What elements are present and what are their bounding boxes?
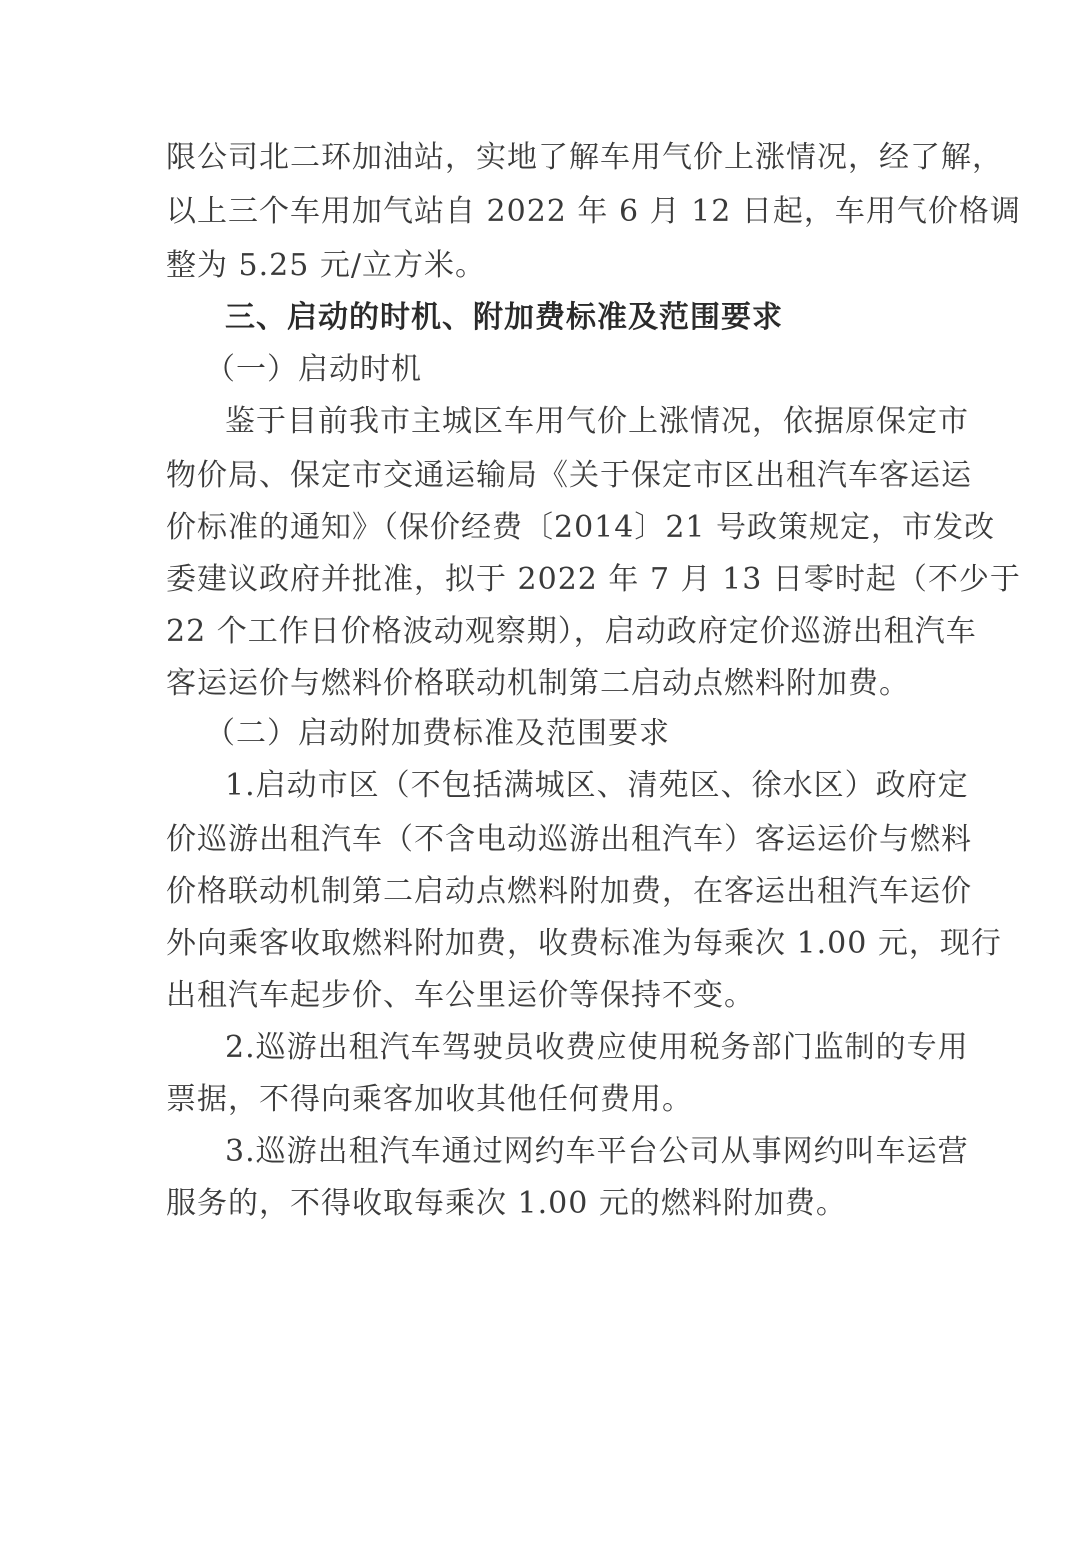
subsection-heading: （一）启动时机 bbox=[205, 352, 422, 387]
paragraph-line: 22 个工作日价格波动观察期），启动政府定价巡游出租汽车 bbox=[166, 614, 977, 649]
paragraph-line: 整为 5.25 元/立方米。 bbox=[166, 248, 486, 283]
list-item-line: 2.巡游出租汽车驾驶员收费应使用税务部门监制的专用 bbox=[225, 1030, 969, 1065]
list-item-line: 价格联动机制第二启动点燃料附加费，在客运出租汽车运价 bbox=[166, 874, 972, 909]
list-item-line: 出租汽车起步价、车公里运价等保持不变。 bbox=[166, 978, 755, 1013]
list-item-line: 票据，不得向乘客加收其他任何费用。 bbox=[166, 1082, 693, 1117]
list-item-line: 1.启动市区（不包括满城区、清苑区、徐水区）政府定 bbox=[225, 768, 969, 803]
paragraph-line: 以上三个车用加气站自 2022 年 6 月 12 日起，车用气价格调 bbox=[166, 194, 1021, 229]
paragraph-line: 限公司北二环加油站，实地了解车用气价上涨情况，经了解， bbox=[166, 140, 1003, 175]
list-item-line: 外向乘客收取燃料附加费，收费标准为每乘次 1.00 元，现行 bbox=[166, 926, 1002, 961]
paragraph-line: 鉴于目前我市主城区车用气价上涨情况，依据原保定市 bbox=[225, 404, 969, 439]
section-heading: 三、启动的时机、附加费标准及范围要求 bbox=[225, 300, 783, 335]
list-item-line: 3.巡游出租汽车通过网约车平台公司从事网约叫车运营 bbox=[225, 1134, 969, 1169]
paragraph-line: 物价局、保定市交通运输局《关于保定市区出租汽车客运运 bbox=[166, 458, 972, 493]
paragraph-line: 价标准的通知》（保价经费〔2014〕21 号政策规定，市发改 bbox=[166, 510, 996, 545]
paragraph-line: 委建议政府并批准，拟于 2022 年 7 月 13 日零时起（不少于 bbox=[166, 562, 1021, 597]
paragraph-line: 客运运价与燃料价格联动机制第二启动点燃料附加费。 bbox=[166, 666, 910, 701]
subsection-heading: （二）启动附加费标准及范围要求 bbox=[205, 716, 670, 751]
list-item-line: 价巡游出租汽车（不含电动巡游出租汽车）客运运价与燃料 bbox=[166, 822, 972, 857]
list-item-line: 服务的，不得收取每乘次 1.00 元的燃料附加费。 bbox=[166, 1186, 847, 1221]
